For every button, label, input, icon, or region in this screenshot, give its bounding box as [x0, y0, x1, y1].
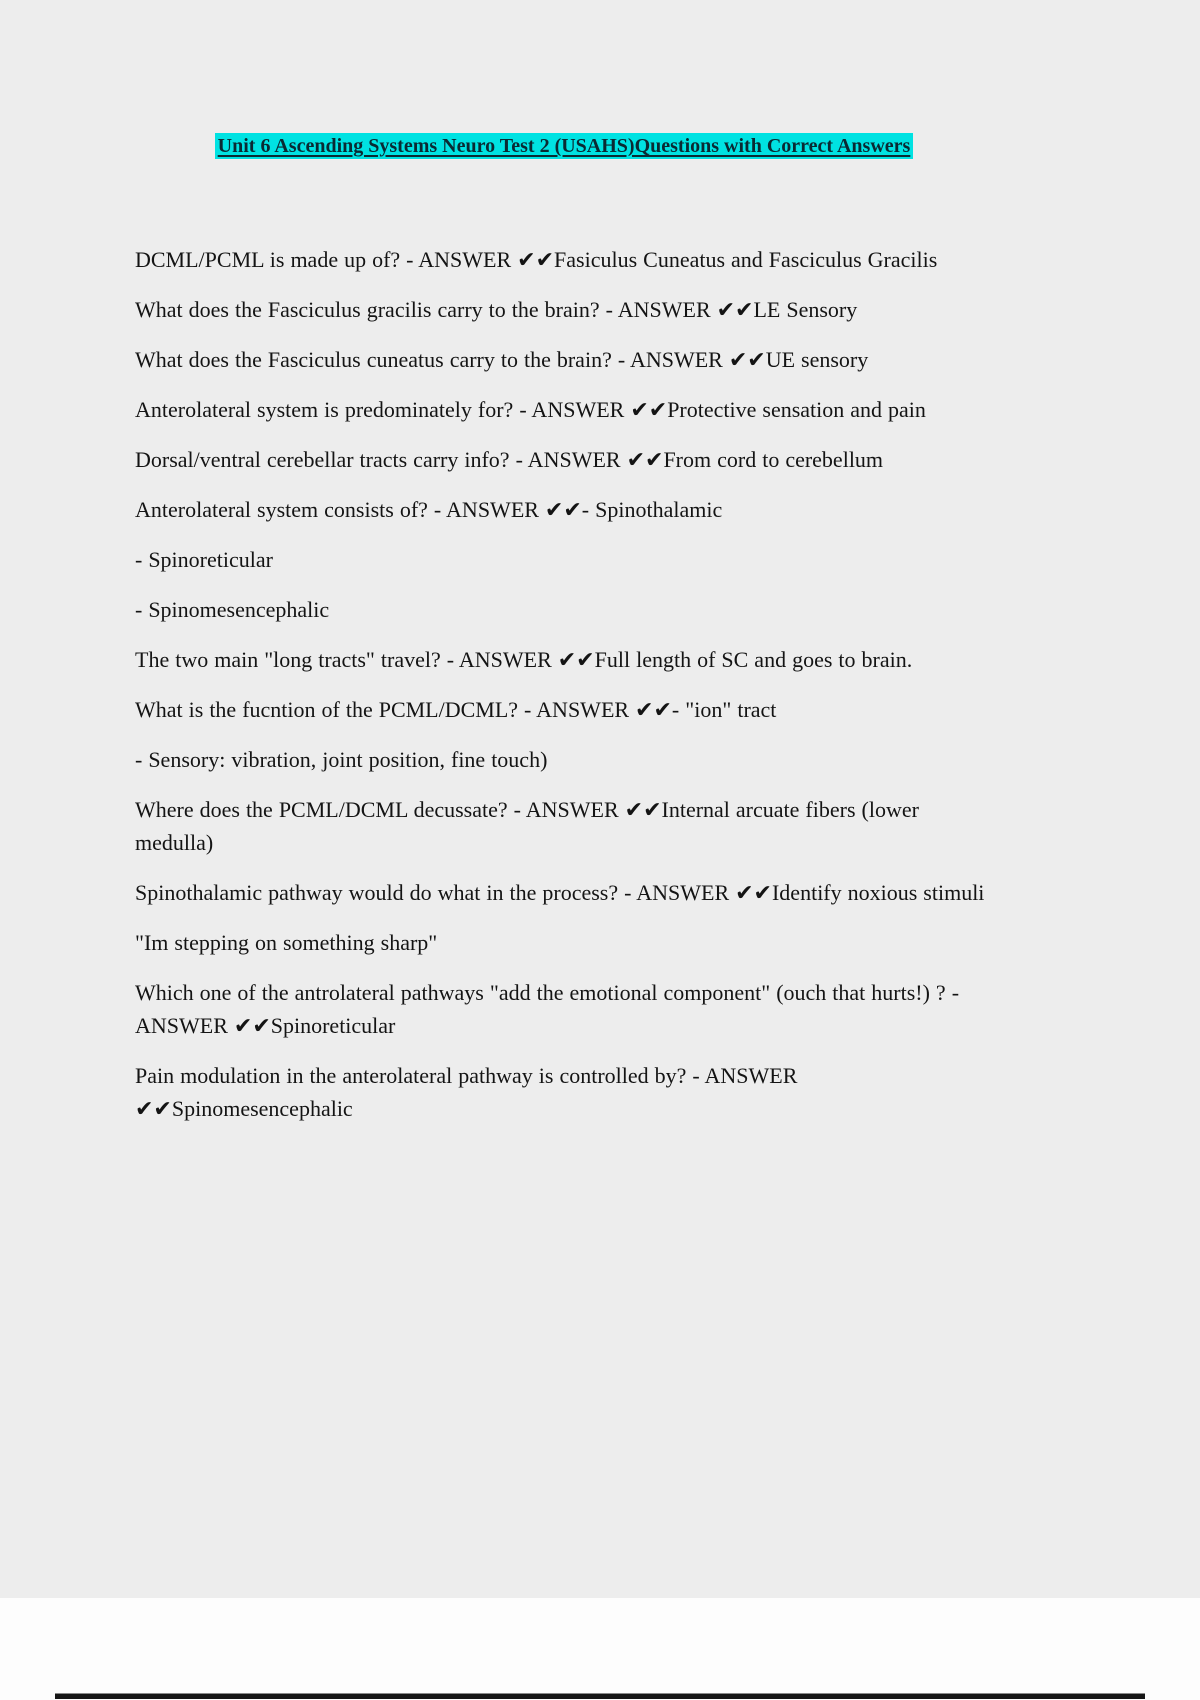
footer-strip — [0, 1598, 1200, 1700]
qa-paragraph: The two main "long tracts" travel? - ANSWER ✔✔Full length of SC and goes to brain. — [135, 647, 913, 672]
document-title: Unit 6 Ascending Systems Neuro Test 2 (USAHS)Questions with Correct Answers — [215, 133, 914, 159]
document-content — [135, 133, 993, 1142]
qa-paragraph: - Spinomesencephalic — [135, 597, 330, 622]
document-body — [135, 243, 993, 1125]
qa-paragraph: "Im stepping on something sharp" — [135, 930, 438, 955]
qa-paragraph: - Spinoreticular — [135, 547, 273, 572]
qa-paragraph: Dorsal/ventral cerebellar tracts carry info? - ANSWER ✔✔From cord to cerebellum — [135, 447, 884, 472]
qa-paragraph: What does the Fasciculus gracilis carry to the brain? - ANSWER ✔✔LE Sensory — [135, 297, 858, 322]
qa-paragraph: What does the Fasciculus cuneatus carry to the brain? - ANSWER ✔✔UE sensory — [135, 347, 869, 372]
qa-paragraph: Anterolateral system is predominately for? - ANSWER ✔✔Protective sensation and pain — [135, 397, 926, 422]
qa-paragraph: Spinothalamic pathway would do what in the process? - ANSWER ✔✔Identify noxious stimuli — [135, 880, 985, 905]
qa-paragraph: DCML/PCML is made up of? - ANSWER ✔✔Fasiculus Cuneatus and Fasciculus Gracilis — [135, 247, 938, 272]
qa-paragraph: Where does the PCML/DCML decussate? - ANSWER ✔✔Internal arcuate fibers (lower medulla) — [135, 797, 919, 855]
qa-paragraph: - Sensory: vibration, joint position, fine touch) — [135, 747, 548, 772]
qa-paragraph: Anterolateral system consists of? - ANSWER ✔✔- Spinothalamic — [135, 497, 723, 522]
footer-divider-bar — [55, 1693, 1145, 1699]
qa-paragraph: What is the fucntion of the PCML/DCML? - ANSWER ✔✔- "ion" tract — [135, 697, 777, 722]
title-row — [135, 133, 993, 161]
qa-paragraph: Which one of the antrolateral pathways "add the emotional component" (ouch that hurts!) ? - ANSWER ✔✔Spinoreticular — [135, 980, 960, 1038]
qa-paragraph: Pain modulation in the anterolateral pathway is controlled by? - ANSWER ✔✔Spinomesencephalic — [135, 1063, 798, 1121]
